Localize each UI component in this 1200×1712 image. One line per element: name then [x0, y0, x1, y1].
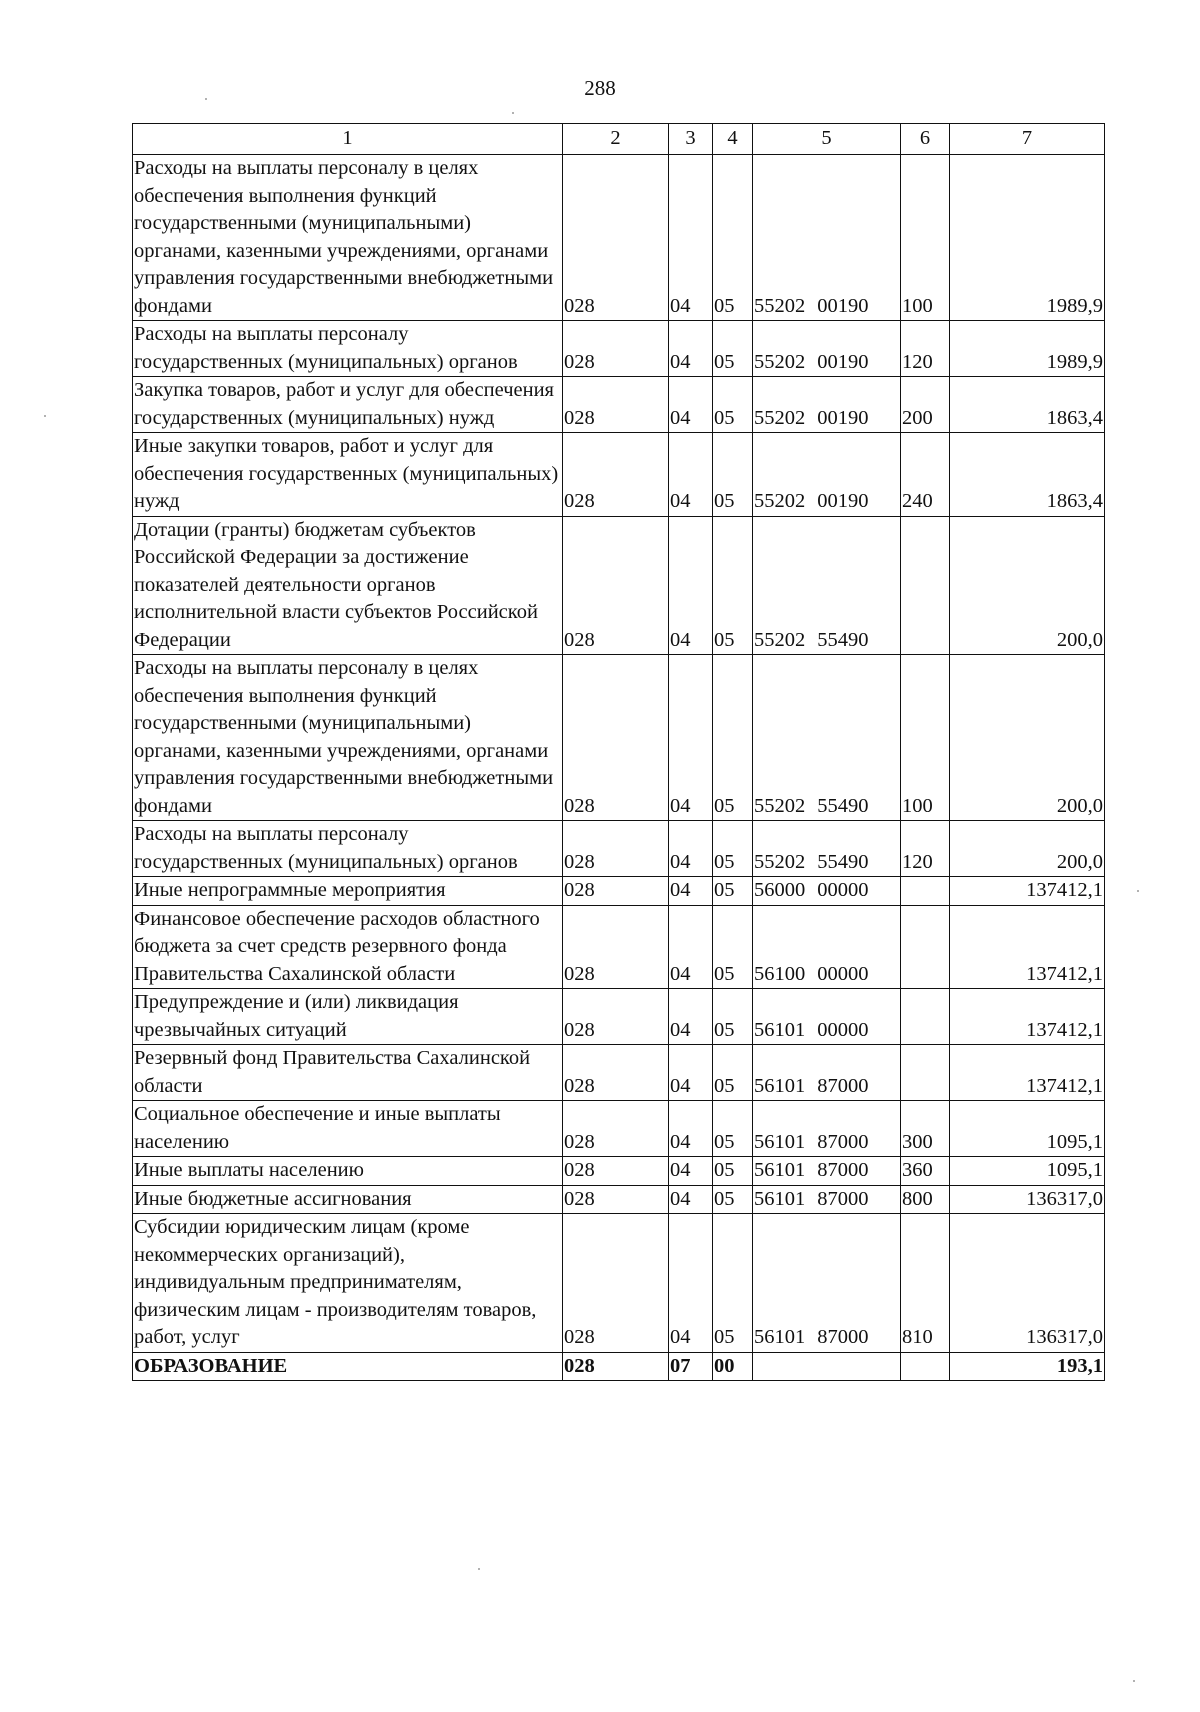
amount-cell: 137412,1: [950, 989, 1105, 1045]
amount-cell: 200,0: [950, 655, 1105, 821]
scan-speck: [512, 112, 514, 114]
section-code-cell: 04: [669, 155, 713, 321]
subsection-code-cell: 05: [713, 321, 753, 377]
target-code-direction: 55490: [817, 850, 869, 873]
expense-type-cell: 300: [901, 1101, 950, 1157]
expense-type-cell: [901, 516, 950, 655]
target-code-direction: 87000: [817, 1130, 869, 1153]
scan-speck: [1137, 890, 1139, 892]
subsection-code-cell: 00: [713, 1352, 753, 1381]
amount-cell: 136317,0: [950, 1185, 1105, 1214]
target-code-program: 55202: [754, 490, 806, 512]
target-code-direction: 87000: [817, 1074, 869, 1097]
expense-type-cell: 120: [901, 821, 950, 877]
row-name-cell: Резервный фонд Правительства Сахалинской области: [133, 1045, 563, 1101]
row-name-cell: Расходы на выплаты персоналу в целях обеспечения выполнения функций государственными (муниципальными) органами, казенными учреждениями, органами управления государственными внебюджетными фондами: [133, 155, 563, 321]
table-row: [133, 989, 1105, 1045]
row-name-cell: Предупреждение и (или) ликвидация чрезвычайных ситуаций: [133, 989, 563, 1045]
target-code-program: 56100: [754, 962, 806, 985]
ministry-code-cell: 028: [563, 1045, 669, 1101]
table-row: [133, 905, 1105, 989]
target-code-program: 55202: [754, 628, 806, 651]
expense-type-cell: 240: [901, 433, 950, 517]
target-code-cell: [753, 1352, 901, 1381]
column-header: 1: [133, 124, 563, 155]
target-code-program: 56101: [754, 1130, 806, 1153]
ministry-code-cell: 028: [563, 821, 669, 877]
scan-speck: [205, 98, 207, 100]
target-code-cell: [753, 877, 901, 906]
row-name-cell: Иные выплаты населению: [133, 1157, 563, 1186]
target-code-direction: 55490: [817, 628, 869, 651]
expense-type-cell: [901, 1045, 950, 1101]
ministry-code-cell: 028: [563, 1352, 669, 1381]
ministry-code-cell: 028: [563, 1157, 669, 1186]
ministry-code-cell: 028: [563, 155, 669, 321]
section-code-cell: 04: [669, 821, 713, 877]
expense-type-cell: 800: [901, 1185, 950, 1214]
subsection-code-cell: 05: [713, 877, 753, 906]
target-code-cell: [753, 433, 901, 517]
subsection-code-cell: 05: [713, 905, 753, 989]
target-code-program: 55202: [754, 406, 806, 429]
row-name-cell: Финансовое обеспечение расходов областного бюджета за счет средств резервного фонда Правительства Сахалинской области: [133, 905, 563, 989]
expense-type-cell: 810: [901, 1214, 950, 1353]
ministry-code-cell: 028: [563, 655, 669, 821]
target-code-cell: [753, 989, 901, 1045]
target-code-direction: 87000: [817, 1187, 869, 1210]
target-code-program: 56101: [754, 1018, 806, 1041]
section-code-cell: 04: [669, 1157, 713, 1186]
section-code-cell: 04: [669, 1185, 713, 1214]
amount-cell: 136317,0: [950, 1214, 1105, 1353]
target-code-program: 56101: [754, 1326, 806, 1348]
section-code-cell: 04: [669, 1101, 713, 1157]
expense-type-cell: 100: [901, 155, 950, 321]
table-row: [133, 155, 1105, 321]
ministry-code-cell: 028: [563, 989, 669, 1045]
ministry-code-cell: 028: [563, 516, 669, 655]
column-header: 3: [669, 124, 713, 155]
section-code-cell: 04: [669, 905, 713, 989]
column-header: 2: [563, 124, 669, 155]
target-code-cell: [753, 155, 901, 321]
amount-cell: 1095,1: [950, 1157, 1105, 1186]
table-row: [133, 877, 1105, 906]
row-name-cell: Расходы на выплаты персоналу государственных (муниципальных) органов: [133, 321, 563, 377]
section-code-cell: 04: [669, 321, 713, 377]
subsection-code-cell: 05: [713, 821, 753, 877]
table-row: [133, 321, 1105, 377]
target-code-direction: 00190: [817, 350, 869, 373]
target-code-program: 55202: [754, 294, 806, 317]
section-code-cell: 04: [669, 655, 713, 821]
subsection-code-cell: 05: [713, 155, 753, 321]
row-name-cell: Дотации (гранты) бюджетам субъектов Российской Федерации за достижение показателей деятельности органов исполнительной власти субъектов Российской Федерации: [133, 516, 563, 655]
scan-speck: [478, 1568, 480, 1570]
target-code-cell: [753, 516, 901, 655]
table-row: [133, 1045, 1105, 1101]
ministry-code-cell: 028: [563, 1101, 669, 1157]
target-code-program: 56101: [754, 1074, 806, 1097]
amount-cell: 137412,1: [950, 1045, 1105, 1101]
table-row: [133, 516, 1105, 655]
budget-table: [132, 123, 1105, 1381]
section-code-cell: 04: [669, 877, 713, 906]
ministry-code-cell: 028: [563, 1185, 669, 1214]
amount-cell: 200,0: [950, 821, 1105, 877]
column-header: 5: [753, 124, 901, 155]
table-row: [133, 1101, 1105, 1157]
target-code-program: 55202: [754, 350, 806, 373]
expense-type-cell: [901, 905, 950, 989]
scan-speck: [44, 415, 46, 417]
section-code-cell: 04: [669, 1045, 713, 1101]
expense-type-cell: [901, 877, 950, 906]
row-name-cell: Расходы на выплаты персоналу в целях обеспечения выполнения функций государственными (муниципальными) органами, казенными учреждениями, органами управления государственными внебюджетными фондами: [133, 655, 563, 821]
column-header: 6: [901, 124, 950, 155]
target-code-cell: [753, 1101, 901, 1157]
target-code-cell: [753, 655, 901, 821]
subsection-code-cell: 05: [713, 1157, 753, 1186]
target-code-program: 55202: [754, 850, 806, 873]
target-code-direction: 87000: [817, 1159, 869, 1181]
target-code-program: 55202: [754, 794, 806, 817]
amount-cell: 1095,1: [950, 1101, 1105, 1157]
subsection-code-cell: 05: [713, 655, 753, 821]
target-code-direction: 00000: [817, 1018, 869, 1041]
target-code-direction: 00190: [817, 490, 869, 512]
subsection-code-cell: 05: [713, 433, 753, 517]
scan-speck: [1133, 1680, 1135, 1682]
row-name-cell: Закупка товаров, работ и услуг для обеспечения государственных (муниципальных) нужд: [133, 377, 563, 433]
target-code-direction: 87000: [817, 1326, 869, 1348]
section-code-cell: 07: [669, 1352, 713, 1381]
page-number: 288: [584, 76, 616, 100]
target-code-direction: 00190: [817, 294, 869, 317]
target-code-cell: [753, 321, 901, 377]
ministry-code-cell: 028: [563, 377, 669, 433]
target-code-cell: [753, 1045, 901, 1101]
amount-cell: 1863,4: [950, 433, 1105, 517]
target-code-program: 56000: [754, 879, 806, 901]
table-row: [133, 821, 1105, 877]
section-code-cell: 04: [669, 433, 713, 517]
ministry-code-cell: 028: [563, 905, 669, 989]
target-code-direction: 00000: [817, 962, 869, 985]
expense-type-cell: [901, 989, 950, 1045]
table-row: [133, 1157, 1105, 1186]
amount-cell: 200,0: [950, 516, 1105, 655]
expense-type-cell: 200: [901, 377, 950, 433]
target-code-cell: [753, 1214, 901, 1353]
target-code-cell: [753, 821, 901, 877]
table-row: [133, 655, 1105, 821]
amount-cell: 137412,1: [950, 877, 1105, 906]
row-name-cell: Иные непрограммные мероприятия: [133, 877, 563, 906]
expense-type-cell: [901, 1352, 950, 1381]
table-row: [133, 1214, 1105, 1353]
target-code-direction: 00000: [817, 879, 869, 901]
target-code-cell: [753, 905, 901, 989]
section-code-cell: 04: [669, 989, 713, 1045]
row-name-cell: Субсидии юридическим лицам (кроме некоммерческих организаций), индивидуальным предпринимателям, физическим лицам - производителям товаров, работ, услуг: [133, 1214, 563, 1353]
target-code-program: 56101: [754, 1187, 806, 1210]
target-code-cell: [753, 377, 901, 433]
section-code-cell: 04: [669, 377, 713, 433]
target-code-cell: [753, 1185, 901, 1214]
expense-type-cell: 100: [901, 655, 950, 821]
target-code-cell: [753, 1157, 901, 1186]
amount-cell: 193,1: [950, 1352, 1105, 1381]
header-row: [133, 124, 1105, 155]
target-code-direction: 55490: [817, 794, 869, 817]
expense-type-cell: 360: [901, 1157, 950, 1186]
amount-cell: 1863,4: [950, 377, 1105, 433]
subsection-code-cell: 05: [713, 377, 753, 433]
amount-cell: 137412,1: [950, 905, 1105, 989]
section-code-cell: 04: [669, 516, 713, 655]
amount-cell: 1989,9: [950, 155, 1105, 321]
subsection-code-cell: 05: [713, 1101, 753, 1157]
ministry-code-cell: 028: [563, 433, 669, 517]
row-name-cell: Иные закупки товаров, работ и услуг для обеспечения государственных (муниципальных) нужд: [133, 433, 563, 517]
table-row: [133, 377, 1105, 433]
row-name-cell: Иные бюджетные ассигнования: [133, 1185, 563, 1214]
target-code-program: 56101: [754, 1159, 806, 1181]
ministry-code-cell: 028: [563, 321, 669, 377]
column-header: 7: [950, 124, 1105, 155]
ministry-code-cell: 028: [563, 877, 669, 906]
target-code-direction: 00190: [817, 406, 869, 429]
column-header: 4: [713, 124, 753, 155]
subsection-code-cell: 05: [713, 516, 753, 655]
table-row: [133, 1185, 1105, 1214]
amount-cell: 1989,9: [950, 321, 1105, 377]
subsection-code-cell: 05: [713, 1185, 753, 1214]
row-name-cell: ОБРАЗОВАНИЕ: [133, 1352, 563, 1381]
subsection-code-cell: 05: [713, 1214, 753, 1353]
ministry-code-cell: 028: [563, 1214, 669, 1353]
expense-type-cell: 120: [901, 321, 950, 377]
section-code-cell: 04: [669, 1214, 713, 1353]
row-name-cell: Расходы на выплаты персоналу государственных (муниципальных) органов: [133, 821, 563, 877]
row-name-cell: Социальное обеспечение и иные выплаты населению: [133, 1101, 563, 1157]
subsection-code-cell: 05: [713, 1045, 753, 1101]
subsection-code-cell: 05: [713, 989, 753, 1045]
table-row: [133, 433, 1105, 517]
table-row: [133, 1352, 1105, 1381]
